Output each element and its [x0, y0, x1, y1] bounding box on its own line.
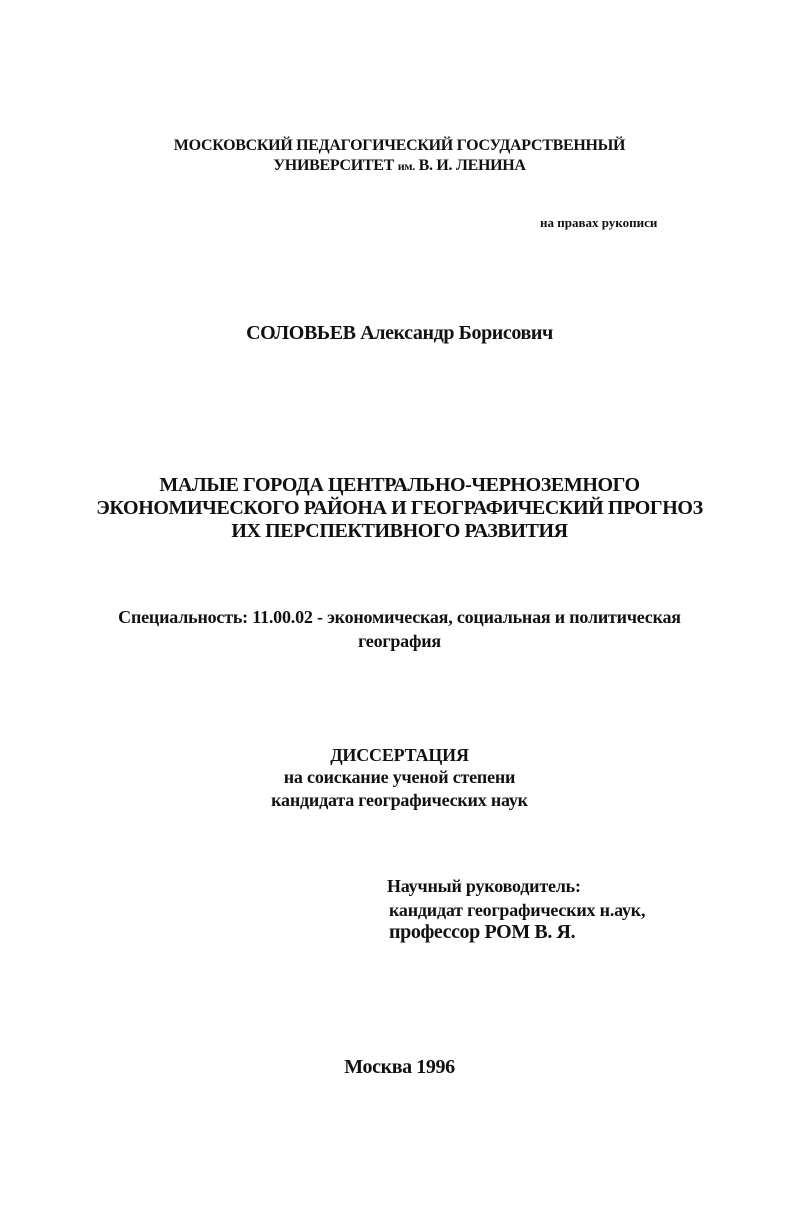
advisor-label: Научный руководитель: [387, 876, 581, 896]
specialty-line-2: география [358, 631, 441, 651]
manuscript-note: на правах рукописи [540, 215, 658, 230]
place-year: Москва 1996 [344, 1056, 455, 1078]
specialty-line-1: Специальность: 11.00.02 - экономическая, социальная и политическая [118, 607, 681, 627]
title-line-2: ЭКОНОМИЧЕСКОГО РАЙОНА И ГЕОГРАФИЧЕСКИЙ ПРОГНОЗ [96, 497, 703, 519]
author-name: СОЛОВЬЕВ Александр Борисович [246, 322, 553, 344]
university-name-prefix: УНИВЕРСИТЕТ [273, 157, 398, 174]
university-name-line-1: МОСКОВСКИЙ ПЕДАГОГИЧЕСКИЙ ГОСУДАРСТВЕННЫЙ [173, 137, 626, 154]
university-name-suffix: В. И. ЛЕНИНА [414, 157, 526, 174]
university-name-im: им. [397, 159, 415, 173]
advisor-degree: кандидат географических н.аук, [389, 900, 646, 920]
dissertation-label: ДИССЕРТАЦИЯ [330, 745, 469, 765]
dissertation-degree-line-2: кандидата географических наук [271, 790, 528, 810]
title-line-3: ИХ ПЕРСПЕКТИВНОГО РАЗВИТИЯ [231, 520, 568, 542]
university-name-line-2 [0, 157, 799, 175]
dissertation-degree-line-1: на соискание ученой степени [283, 767, 516, 787]
title-line-1: МАЛЫЕ ГОРОДА ЦЕНТРАЛЬНО-ЧЕРНОЗЕМНОГО [159, 474, 640, 496]
advisor-name: профессор РОМ В. Я. [389, 921, 576, 943]
